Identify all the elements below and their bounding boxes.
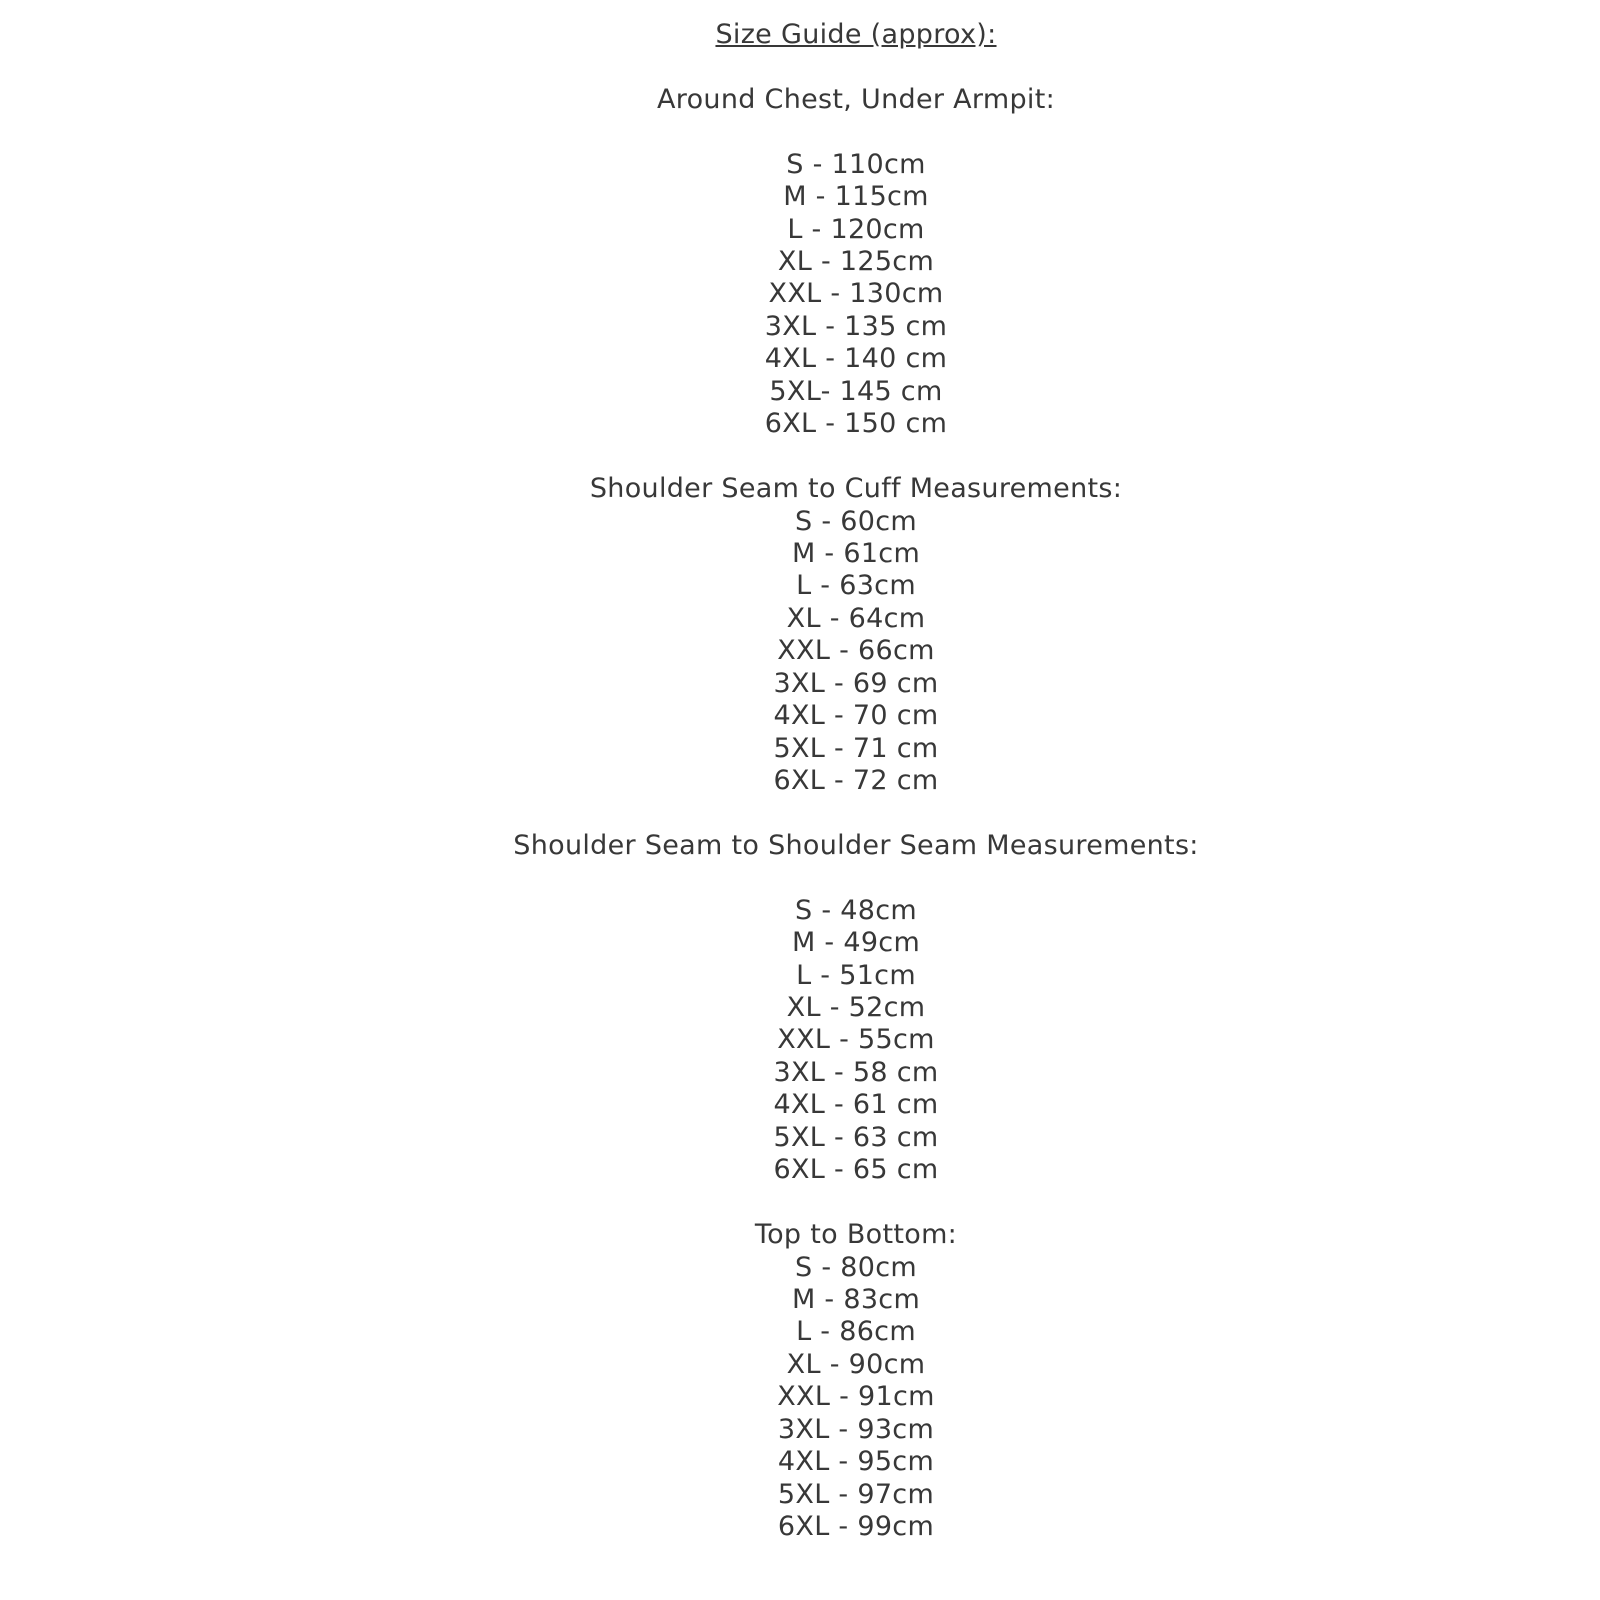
size-measurement-line: 4XL - 95cm (777, 1446, 935, 1478)
size-measurement-line: 5XL - 63 cm (773, 1121, 939, 1153)
size-measurement-line: XXL - 66cm (777, 635, 935, 667)
size-section (112, 473, 1600, 797)
size-measurement-line: M - 115cm (783, 181, 929, 213)
blank-line (112, 116, 1600, 148)
size-measurement-line: 4XL - 61 cm (773, 1089, 939, 1121)
size-measurement-line: 3XL - 58 cm (773, 1056, 939, 1088)
size-measurement-line: 3XL - 93cm (777, 1413, 935, 1445)
blank-line (112, 862, 1600, 894)
size-measurement-line: M - 83cm (791, 1283, 921, 1315)
size-measurement-line: 5XL - 71 cm (773, 732, 939, 764)
size-measurement-line: L - 86cm (796, 1316, 916, 1348)
section-heading: Top to Bottom: (754, 1219, 958, 1251)
size-measurement-line: 4XL - 70 cm (773, 700, 939, 732)
size-measurement-line: S - 60cm (795, 505, 917, 537)
size-measurement-line: S - 110cm (786, 148, 926, 180)
size-measurement-line: S - 48cm (795, 894, 917, 926)
size-section (112, 1219, 1600, 1543)
section-heading: Around Chest, Under Armpit: (657, 83, 1055, 115)
size-measurement-line: XL - 90cm (786, 1348, 926, 1380)
size-measurement-line: 6XL - 150 cm (764, 408, 948, 440)
size-measurement-line: M - 61cm (791, 537, 921, 569)
size-guide-title: Size Guide (approx): (715, 19, 997, 50)
size-measurement-line: 4XL - 140 cm (764, 343, 948, 375)
size-section (112, 830, 1600, 1187)
size-measurement-line: 3XL - 69 cm (773, 667, 939, 699)
size-measurement-line: L - 51cm (796, 959, 916, 991)
size-measurement-line: XXL - 55cm (777, 1024, 935, 1056)
size-measurement-line: 5XL- 145 cm (769, 375, 943, 407)
size-measurement-line: XL - 64cm (786, 602, 926, 634)
size-measurement-line: 5XL - 97cm (777, 1478, 935, 1510)
section-heading: Shoulder Seam to Shoulder Seam Measurements: (513, 829, 1199, 861)
size-guide-sections (112, 84, 1600, 1544)
size-measurement-line: 6XL - 72 cm (773, 765, 939, 797)
size-measurement-line: XXL - 130cm (768, 278, 944, 310)
size-measurement-line: 3XL - 135 cm (764, 310, 948, 342)
size-measurement-line: XL - 125cm (777, 246, 935, 278)
size-measurement-line: 6XL - 65 cm (773, 1154, 939, 1186)
size-measurement-line: S - 80cm (795, 1251, 917, 1283)
size-measurement-line: 6XL - 99cm (777, 1511, 935, 1543)
size-measurement-line: M - 49cm (791, 927, 921, 959)
size-measurement-line: XL - 52cm (786, 992, 926, 1024)
size-section (112, 84, 1600, 441)
section-heading: Shoulder Seam to Cuff Measurements: (589, 473, 1123, 505)
size-measurement-line: L - 63cm (796, 570, 916, 602)
size-measurement-line: XXL - 91cm (777, 1381, 935, 1413)
size-measurement-line: L - 120cm (787, 213, 925, 245)
